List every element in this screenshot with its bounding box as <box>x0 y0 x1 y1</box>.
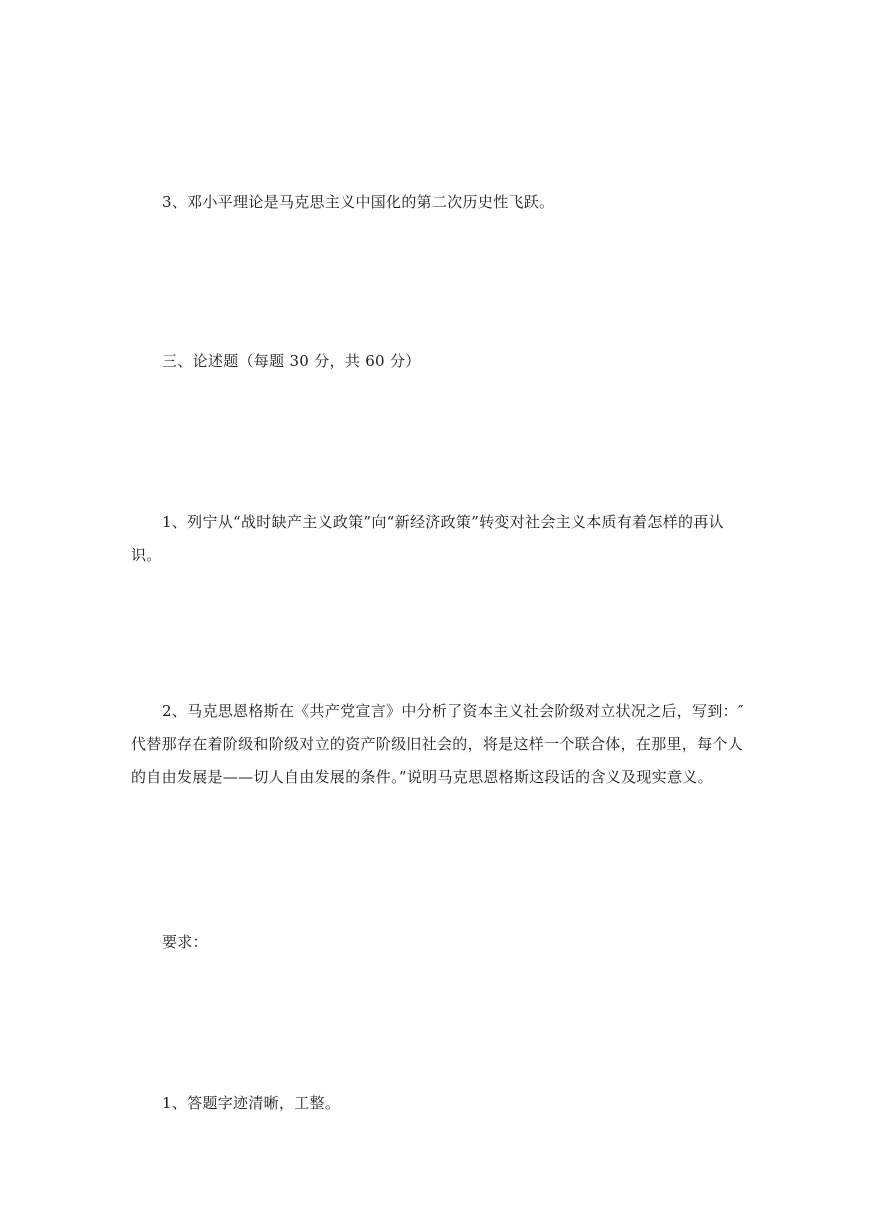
essay-question-2: 2、马克思恩格斯在《共产党宣言》中分析了资本主义社会阶级对立状况之后，写到：″代替那存在着阶级和阶级对立的资产阶级旧社会的，将是这样一个联合体，在那里，每个人的自由发展是——切人自由发展的条件。”说明马克思恩格斯这段话的含义及现实意义。 <box>131 702 744 786</box>
requirements-heading: 要求： <box>162 933 208 951</box>
section-heading-essay-questions: 三、论述题（每题 30 分，共 60 分） <box>162 352 421 370</box>
requirement-item-1: 1、答题字迹清晰，工整。 <box>162 1094 341 1112</box>
question-3-statement: 3、邓小平理论是马克思主义中国化的第二次历史性飞跃。 <box>162 193 555 211</box>
essay-question-1: 1、列宁从“战时缺产主义政策”向“新经济政策”转变对社会主义本质有着怎样的再认识。 <box>131 513 724 564</box>
